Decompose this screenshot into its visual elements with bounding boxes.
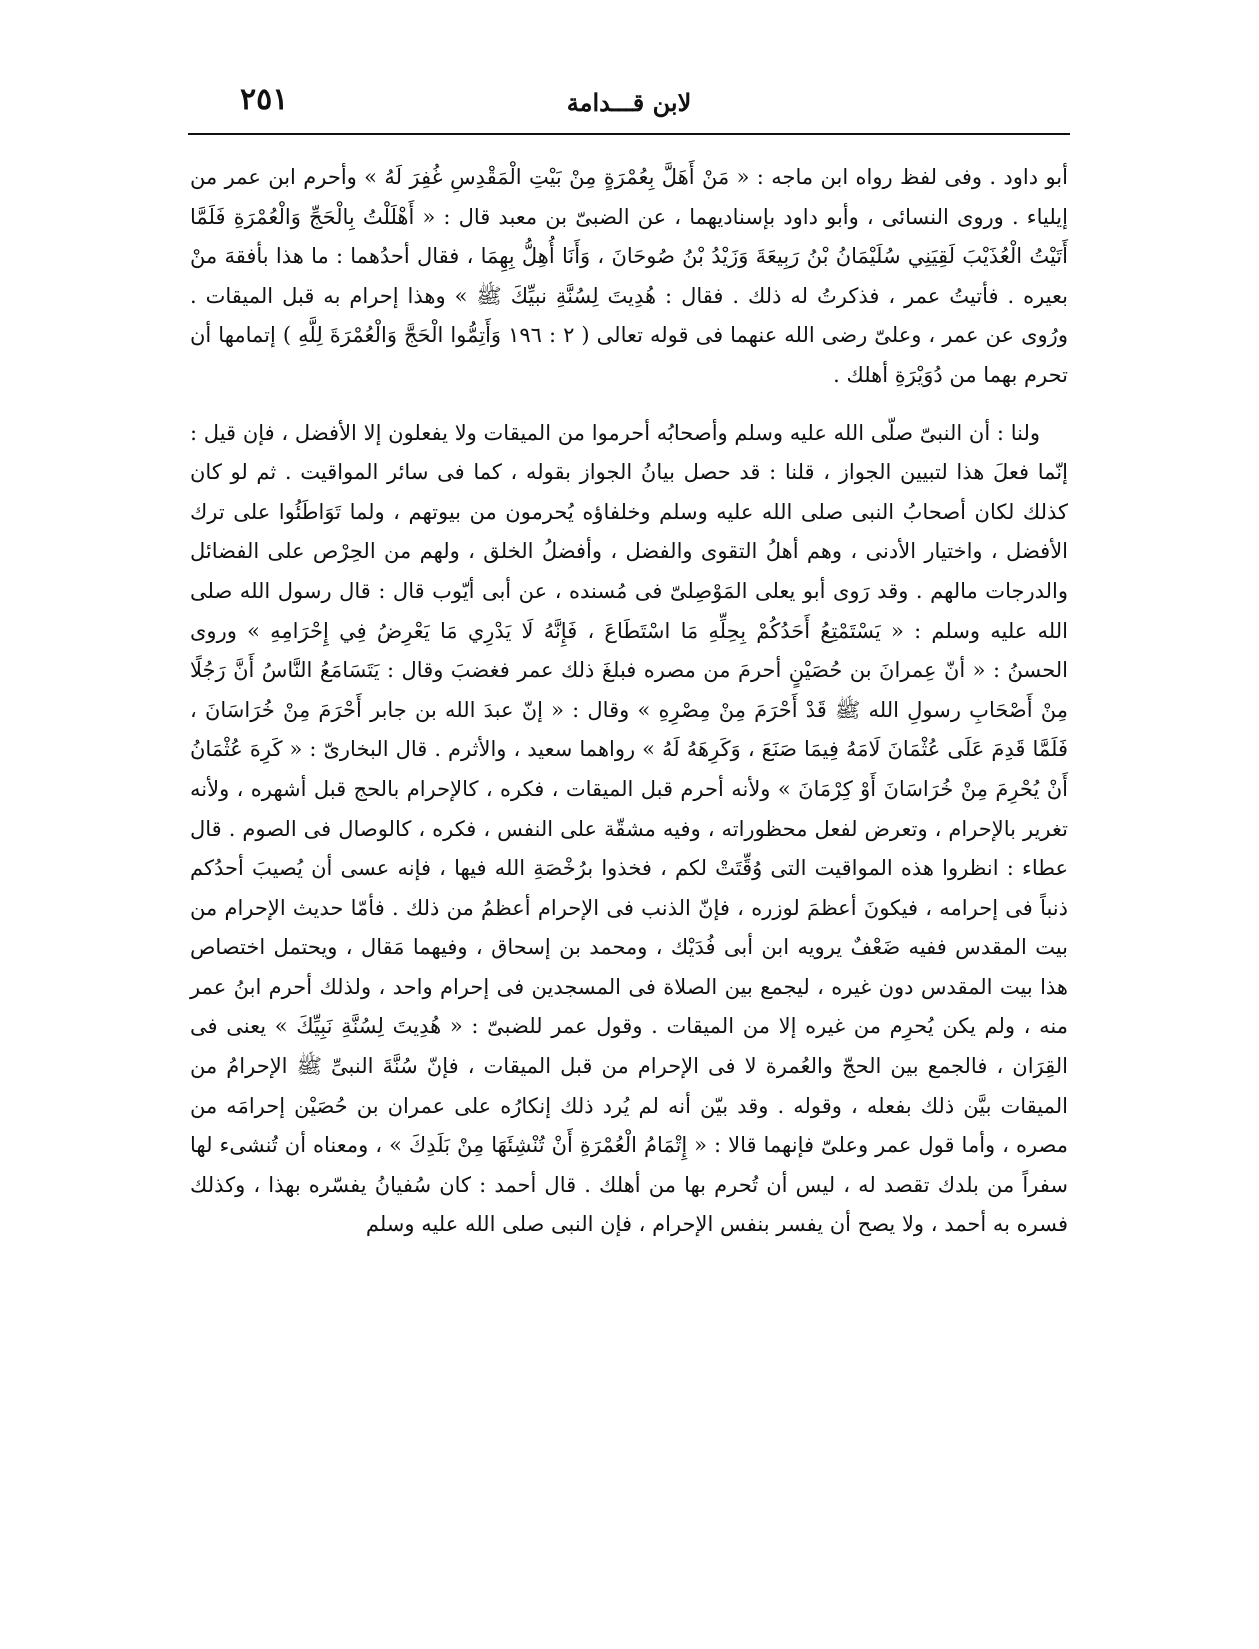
main-text <box>190 158 1068 1245</box>
header-rule <box>188 133 1070 135</box>
paragraph: أبو داود . وفى لفظ رواه ابن ماجه : « مَنْ أَهَلَّ بِعُمْرَةٍ مِنْ بَيْتِ الْمَقْدِسِ غُفِرَ لَهُ » وأحرم ابن عمر من إيلياء . وروى النسائى ، وأبو داود بإسناديهما ، عن الضبىّ بن معبد قال : « أَهْلَلْتُ بِالْحَجِّ وَالْعُمْرَةِ فَلَمَّا أَتَيْتُ الْعُذَيْبَ لَقِيَنِي سُلَيْمَانُ بْنُ رَبِيعَةَ وَزَيْدُ بْنُ صُوحَانَ ، وَأَنَا أُهِلُّ بِهِمَا ، فقال أحدُهما : ما هذا بأفقهَ منْ بعيره . فأتيتُ عمر ، فذكرتُ له ذلك . فقال : هُدِيتَ لِسُنَّةِ نبيِّكَ ﷺ » وهذا إحرام به قبل الميقات . ورُوى عن عمر ، وعلىّ رضى الله عنهما فى قوله تعالى ( ٢ : ١٩٦ وَأَتِمُّوا الْحَجَّ وَالْعُمْرَةَ لِلَّهِ ) إتمامها أن تحرم بهما من دُوَيْرَةِ أهلك . <box>190 165 1068 387</box>
page-header <box>188 78 1070 130</box>
running-head: لابن قـــدامة <box>566 88 692 117</box>
page-number: ٢٥١ <box>240 82 289 117</box>
paragraph: ولنا : أن النبىّ صلّى الله عليه وسلم وأصحابُه أحرموا من الميقات ولا يفعلون إلا الأفضل ، فإن قيل : إنّما فعلَ هذا لتبيين الجواز ، قلنا : قد حصل بيانُ الجواز بقوله ، كما فى سائر المواقيت . ثم لو كان كذلك لكان أصحابُ النبى صلى الله عليه وسلم وخلفاؤه يُحرمون من بيوتهم ، ولما تَوَاطَئُوا على ترك الأفضل ، واختيار الأدنى ، وهم أهلُ التقوى والفضل ، وأفضلُ الخلق ، ولهم من الحِرْص على الفضائل والدرجات مالهم . وقد رَوى أبو يعلى المَوْصِلىّ فى مُسنده ، عن أبى أيّوب قال : قال رسول الله صلى الله عليه وسلم : « يَسْتَمْتِعُ أَحَدُكُمْ بِحِلِّهِ مَا اسْتَطَاعَ ، فَإِنَّهُ لَا يَدْرِي مَا يَعْرِضُ فِي إِحْرَامِهِ » وروى الحسنُ : « أنّ عِمرانَ بن حُصَيْنٍ أحرمَ من مصره فبلغَ ذلك عمر فغضبَ وقال : يَتَسَامَعُ النَّاسُ أَنَّ رَجُلًا مِنْ أَصْحَابِ رسولِ الله ﷺ قَدْ أَحْرَمَ مِنْ مِصْرِهِ » وقال : « إنّ عبدَ الله بن جابر أَحْرَمَ مِنْ خُرَاسَانَ ، فَلَمَّا قَدِمَ عَلَى عُثْمَانَ لَامَهُ فِيمَا صَنَعَ ، وَكَرِهَهُ لَهُ » رواهما سعيد ، والأثرم . قال البخارىّ : « كَرِهَ عُثْمَانُ أَنْ يُحْرِمَ مِنْ خُرَاسَانَ أَوْ كِرْمَانَ » ولأنه أحرم قبل الميقات ، فكره ، كالإحرام بالحج قبل أشهره ، ولأنه تغرير بالإحرام ، وتعرض لفعل محظوراته ، وفيه مشقّة على النفس ، فكره ، كالوصال فى الصوم . قال عطاء : انظروا هذه المواقيت التى وُقِّتَتْ لكم ، فخذوا برُخْصَةِ الله فيها ، فإنه عسى أن يُصيبَ أحدُكم ذنباً فى إحرامه ، فيكونَ أعظمَ لوزره ، فإنّ الذنب فى الإحرام أعظمُ من ذلك . فأمّا حديث الإحرام من بيت المقدس ففيه ضَعْفٌ يرويه ابن أبى فُدَيْك ، ومحمد بن إسحاق ، وفيهما مَقال ، ويحتمل اختصاص هذا بيت المقدس دون غيره ، ليجمع بين الصلاة فى المسجدين فى إحرام واحد ، ولذلك أحرم ابنُ عمر منه ، ولم يكن يُحرِم من غيره إلا من الميقات . وقول عمر للضبىّ : « هُدِيتَ لِسُنَّةِ نَبِيِّكَ » يعنى فى القِرَان ، فالجمع بين الحجّ والعُمرة لا فى الإحرام من قبل الميقات ، فإنّ سُنَّةَ النبىِّ ﷺ الإحرامُ من الميقات بيَّن ذلك بفعله ، وقوله . وقد بيّن أنه لم يُرد ذلك إنكارُه على عمران بن حُصَيْن إحرامَه من مصره ، وأما قول عمر وعلىّ فإنهما قالا : « إِتْمَامُ الْعُمْرَةِ أَنْ تُنْشِئَهَا مِنْ بَلَدِكَ » ، ومعناه أن تُنشىء لها سفراً من بلدك تقصد له ، ليس أن تُحرم بها من أهلك . قال أحمد : كان سُفيانُ يفسّره بهذا ، وكذلك فسره به أحمد ، ولا يصح أن يفسر بنفس الإحرام ، فإن النبى صلى الله عليه وسلم <box>190 420 1069 1237</box>
